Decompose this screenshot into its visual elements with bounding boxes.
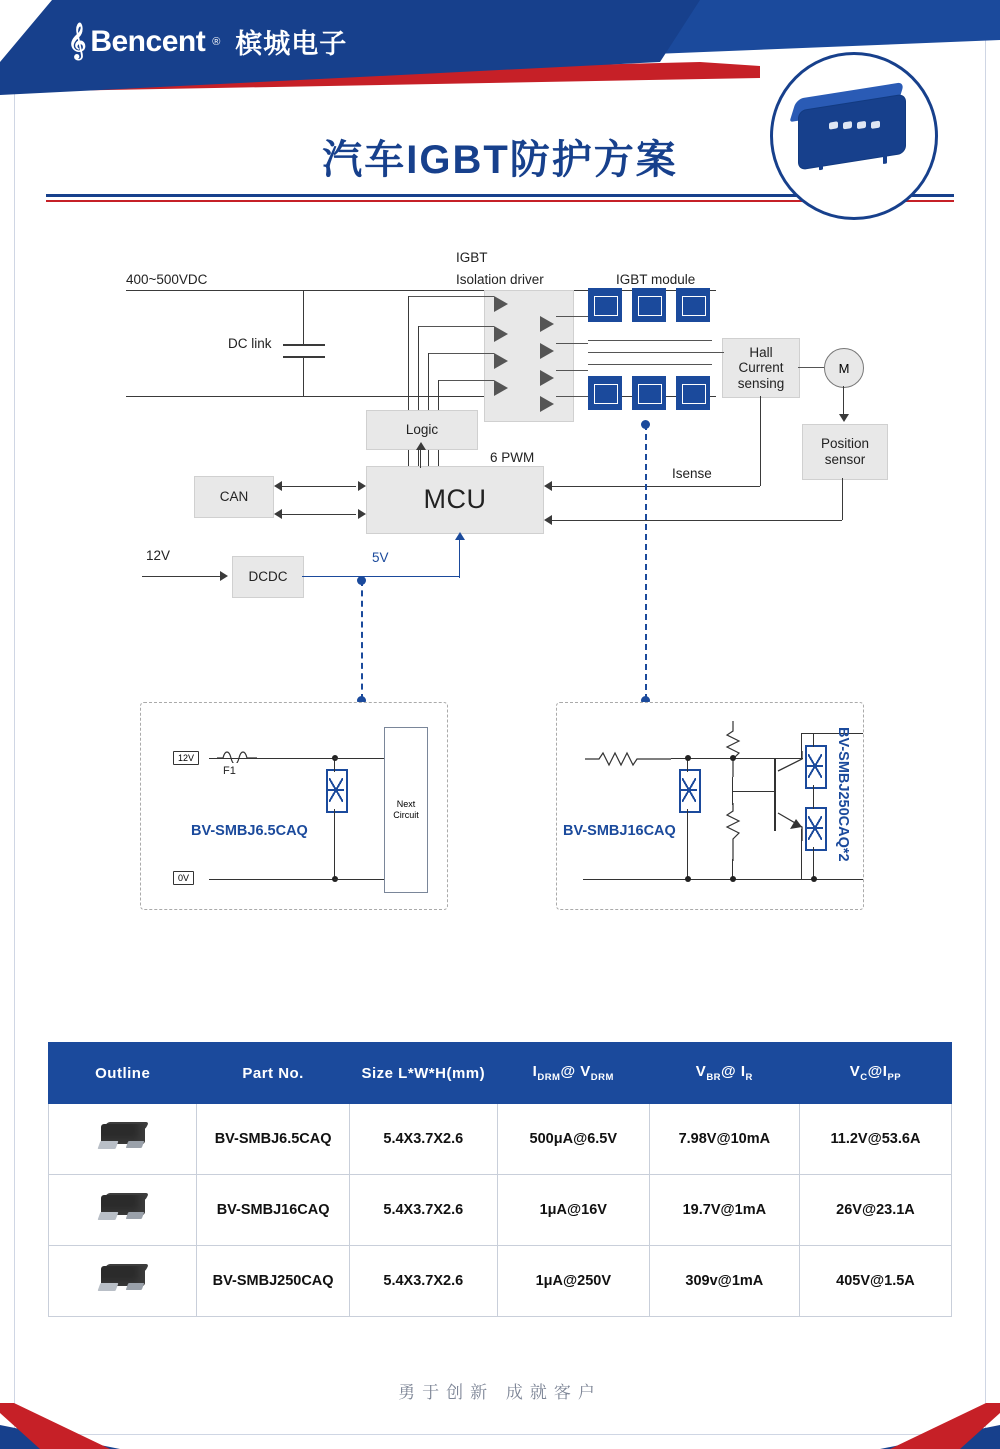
callout-line-left bbox=[361, 580, 363, 700]
table-row bbox=[49, 1104, 952, 1175]
isense-wire bbox=[552, 486, 760, 487]
th-part-no: Part No. bbox=[197, 1043, 349, 1104]
cell-size: 5.4X3.7X2.6 bbox=[349, 1104, 497, 1175]
label-igbt-module: IGBT module bbox=[616, 272, 696, 287]
igbt-switch-cell bbox=[632, 376, 666, 410]
registered-trademark-icon: ® bbox=[212, 35, 221, 48]
emitter-wire bbox=[801, 829, 802, 879]
isense-vertical bbox=[760, 396, 761, 486]
hall-label-3: sensing bbox=[737, 375, 785, 391]
driver-output-wire bbox=[556, 396, 588, 397]
left-to-next-bottom bbox=[334, 879, 386, 880]
brand-name-en: Bencent bbox=[90, 24, 206, 58]
tvs-high-lead-mid bbox=[813, 785, 814, 809]
tvs-lead-bottom bbox=[687, 809, 688, 879]
product-pin-icon bbox=[819, 160, 823, 171]
cell-vc: 405V@1.5A bbox=[799, 1246, 951, 1317]
dc-bus-negative bbox=[126, 396, 716, 397]
hall-label-1: Hall bbox=[749, 344, 773, 360]
cell-idrm: 1μA@250V bbox=[497, 1246, 649, 1317]
igbt-switch-cell bbox=[676, 288, 710, 322]
next-circuit-label: Next Circuit bbox=[393, 799, 419, 820]
label-6pwm: 6 PWM bbox=[490, 450, 535, 465]
driver-output-wire bbox=[556, 316, 588, 317]
smbj-package-icon bbox=[97, 1193, 149, 1223]
resistor-icon bbox=[585, 749, 671, 769]
logo-mark-icon: 𝄞 bbox=[68, 23, 84, 59]
resistor-icon bbox=[723, 803, 743, 861]
motor-wire bbox=[798, 367, 824, 368]
hall-input-wire bbox=[712, 352, 724, 353]
system-block-diagram bbox=[0, 228, 1000, 988]
footer-slogan: 勇于创新 成就客户 bbox=[398, 1383, 602, 1402]
position-feedback-vertical bbox=[842, 478, 843, 520]
tvs-diode-symbol bbox=[679, 769, 701, 813]
v5-wire-b bbox=[354, 576, 460, 577]
arrow-left-icon bbox=[274, 481, 282, 491]
tvs-diode-symbol bbox=[805, 807, 827, 851]
table-row bbox=[49, 1175, 952, 1246]
th-vc-ipp: $V_C@I_{PP}$ bbox=[799, 1043, 951, 1104]
cell-vbr: 309v@1mA bbox=[649, 1246, 799, 1317]
dc-bus-positive bbox=[126, 290, 716, 291]
hall-current-sensing-block bbox=[722, 338, 800, 398]
driver-input-wire bbox=[418, 326, 494, 327]
table-header-row bbox=[49, 1043, 952, 1104]
label-dc-link: DC link bbox=[228, 336, 272, 351]
tvs-high-lead-top bbox=[813, 733, 814, 747]
cell-vc: 11.2V@53.6A bbox=[799, 1104, 951, 1175]
junction-node bbox=[685, 755, 691, 761]
fuse-icon bbox=[217, 747, 257, 763]
product-terminal-icon bbox=[857, 121, 866, 129]
cell-outline bbox=[49, 1175, 197, 1246]
igbt-phase-bus bbox=[588, 340, 712, 341]
smbj-package-icon bbox=[97, 1264, 149, 1294]
label-isense: Isense bbox=[672, 466, 712, 481]
label-dc-input: 400~500VDC bbox=[126, 272, 208, 287]
cell-part-no: BV-SMBJ16CAQ bbox=[197, 1175, 349, 1246]
position-sensor-label-2: sensor bbox=[824, 452, 866, 467]
junction-node bbox=[730, 755, 736, 761]
label-igbt-driver-line1: IGBT bbox=[456, 250, 488, 265]
junction-node bbox=[730, 876, 736, 882]
cap-plate-bottom bbox=[283, 356, 325, 358]
igbt-switch-cell bbox=[676, 376, 710, 410]
label-igbt-driver-line2: Isolation driver bbox=[456, 272, 544, 287]
driver-input-wire bbox=[438, 380, 494, 381]
v5-wire-a bbox=[302, 576, 354, 577]
callout-line-right bbox=[645, 424, 647, 700]
igbt-switch-cell bbox=[588, 376, 622, 410]
collector-wire bbox=[801, 733, 802, 759]
v5-wire-up bbox=[459, 540, 460, 578]
hall-label-2: Current bbox=[738, 360, 784, 376]
label-12v: 12V bbox=[146, 548, 171, 563]
left-bottom-rail bbox=[209, 879, 335, 880]
product-terminal-icon bbox=[843, 121, 852, 129]
product-terminal-icon bbox=[829, 121, 838, 129]
position-sensor-label-1: Position bbox=[820, 436, 870, 452]
right-bottom-rail bbox=[583, 879, 863, 880]
th-outline: Outline bbox=[49, 1043, 197, 1104]
th-idrm-vdrm: $I_{DRM}@$ $V_{DRM}$ bbox=[497, 1043, 649, 1104]
arrow-right-icon bbox=[358, 509, 366, 519]
title-block bbox=[0, 112, 1000, 222]
driver-buffer-icon bbox=[494, 353, 508, 369]
tvs-diode-symbol bbox=[326, 769, 348, 813]
junction-node bbox=[811, 876, 817, 882]
part-label-right-low: BV-SMBJ16CAQ bbox=[563, 823, 676, 839]
driver-buffer-icon bbox=[540, 343, 554, 359]
motor-to-sensor-wire bbox=[843, 386, 844, 414]
gate-wire bbox=[732, 791, 774, 792]
table-row bbox=[49, 1246, 952, 1317]
brand-name-cn: 槟城电子 bbox=[235, 29, 348, 59]
arrow-right-icon bbox=[358, 481, 366, 491]
v12-wire bbox=[142, 576, 220, 577]
part-label-right-high: BV-SMBJ250CAQ*2 bbox=[835, 727, 851, 862]
igbt-switch-cell bbox=[632, 288, 666, 322]
cap-lead-top bbox=[303, 290, 304, 344]
part-label-left: BV-SMBJ6.5CAQ bbox=[191, 823, 308, 839]
motor-symbol: M bbox=[824, 348, 864, 388]
logic-block: Logic bbox=[366, 410, 478, 450]
driver-output-wire bbox=[556, 343, 588, 344]
page-title: 汽车IGBT防护方案 bbox=[322, 138, 678, 182]
footer-decoration-left bbox=[0, 1403, 170, 1449]
th-size: Size L*W*H(mm) bbox=[349, 1043, 497, 1104]
cell-size: 5.4X3.7X2.6 bbox=[349, 1246, 497, 1317]
mcu-to-logic-wire bbox=[420, 450, 421, 468]
pin-0v-label: 0V bbox=[173, 871, 194, 885]
cell-vbr: 7.98V@10mA bbox=[649, 1104, 799, 1175]
igbt-switch-cell bbox=[588, 288, 622, 322]
driver-buffer-icon bbox=[540, 316, 554, 332]
arrow-down-icon bbox=[839, 414, 849, 422]
tvs-lead-bottom bbox=[334, 809, 335, 879]
spec-table-wrapper bbox=[48, 1042, 952, 1317]
driver-buffer-icon bbox=[494, 296, 508, 312]
driver-buffer-icon bbox=[540, 370, 554, 386]
arrow-up-icon bbox=[455, 532, 465, 540]
driver-bus-vertical bbox=[418, 326, 419, 472]
tvs-high-lead-bottom bbox=[813, 847, 814, 879]
product-pin-icon bbox=[883, 153, 887, 164]
arrow-left-icon bbox=[544, 481, 552, 491]
cell-size: 5.4X3.7X2.6 bbox=[349, 1175, 497, 1246]
driver-input-wire bbox=[408, 296, 494, 297]
mcu-block: MCU bbox=[366, 466, 544, 534]
subcircuit-right bbox=[556, 702, 864, 910]
cell-outline bbox=[49, 1104, 197, 1175]
th-vbr-ir: $V_{BR}@$ $I_R$ bbox=[649, 1043, 799, 1104]
cell-idrm: 1μA@16V bbox=[497, 1175, 649, 1246]
position-feedback-wire bbox=[552, 520, 842, 521]
resistor-icon bbox=[723, 721, 743, 777]
callout-node-left-top bbox=[357, 576, 366, 585]
can-wire-bottom bbox=[282, 514, 356, 515]
footer-decoration-right bbox=[830, 1403, 1000, 1449]
driver-input-wire bbox=[428, 353, 494, 354]
driver-buffer-icon bbox=[494, 380, 508, 396]
product-photo bbox=[770, 52, 938, 220]
cell-part-no: BV-SMBJ250CAQ bbox=[197, 1246, 349, 1317]
arrow-left-icon bbox=[274, 509, 282, 519]
cell-part-no: BV-SMBJ6.5CAQ bbox=[197, 1104, 349, 1175]
subcircuit-left bbox=[140, 702, 448, 910]
label-5v: 5V bbox=[372, 550, 389, 565]
arrow-left-icon bbox=[544, 515, 552, 525]
tvs-diode-symbol bbox=[805, 745, 827, 789]
can-wire-top bbox=[282, 486, 356, 487]
arrow-right-icon bbox=[220, 571, 228, 581]
cell-outline bbox=[49, 1246, 197, 1317]
can-block: CAN bbox=[194, 476, 274, 518]
left-to-next-top bbox=[334, 758, 386, 759]
collector-rail bbox=[801, 733, 863, 734]
igbt-phase-bus bbox=[588, 364, 712, 365]
spec-table bbox=[48, 1042, 952, 1317]
smbj-package-icon bbox=[97, 1122, 149, 1152]
fuse-label: F1 bbox=[223, 765, 236, 777]
driver-output-wire bbox=[556, 370, 588, 371]
brand-logo bbox=[68, 22, 347, 61]
dcdc-block: DCDC bbox=[232, 556, 304, 598]
cell-idrm: 500μA@6.5V bbox=[497, 1104, 649, 1175]
callout-node-right-top bbox=[641, 420, 650, 429]
cell-vc: 26V@23.1A bbox=[799, 1175, 951, 1246]
pin-12v-label: 12V bbox=[173, 751, 199, 765]
cap-plate-top bbox=[283, 344, 325, 346]
product-terminal-icon bbox=[871, 121, 880, 129]
junction-node bbox=[685, 876, 691, 882]
driver-buffer-icon bbox=[494, 326, 508, 342]
igbt-phase-bus bbox=[588, 352, 712, 353]
position-sensor-block bbox=[802, 424, 888, 480]
cell-vbr: 19.7V@1mA bbox=[649, 1175, 799, 1246]
driver-buffer-icon bbox=[540, 396, 554, 412]
cap-lead-bottom bbox=[303, 356, 304, 396]
arrow-up-icon bbox=[416, 442, 426, 450]
